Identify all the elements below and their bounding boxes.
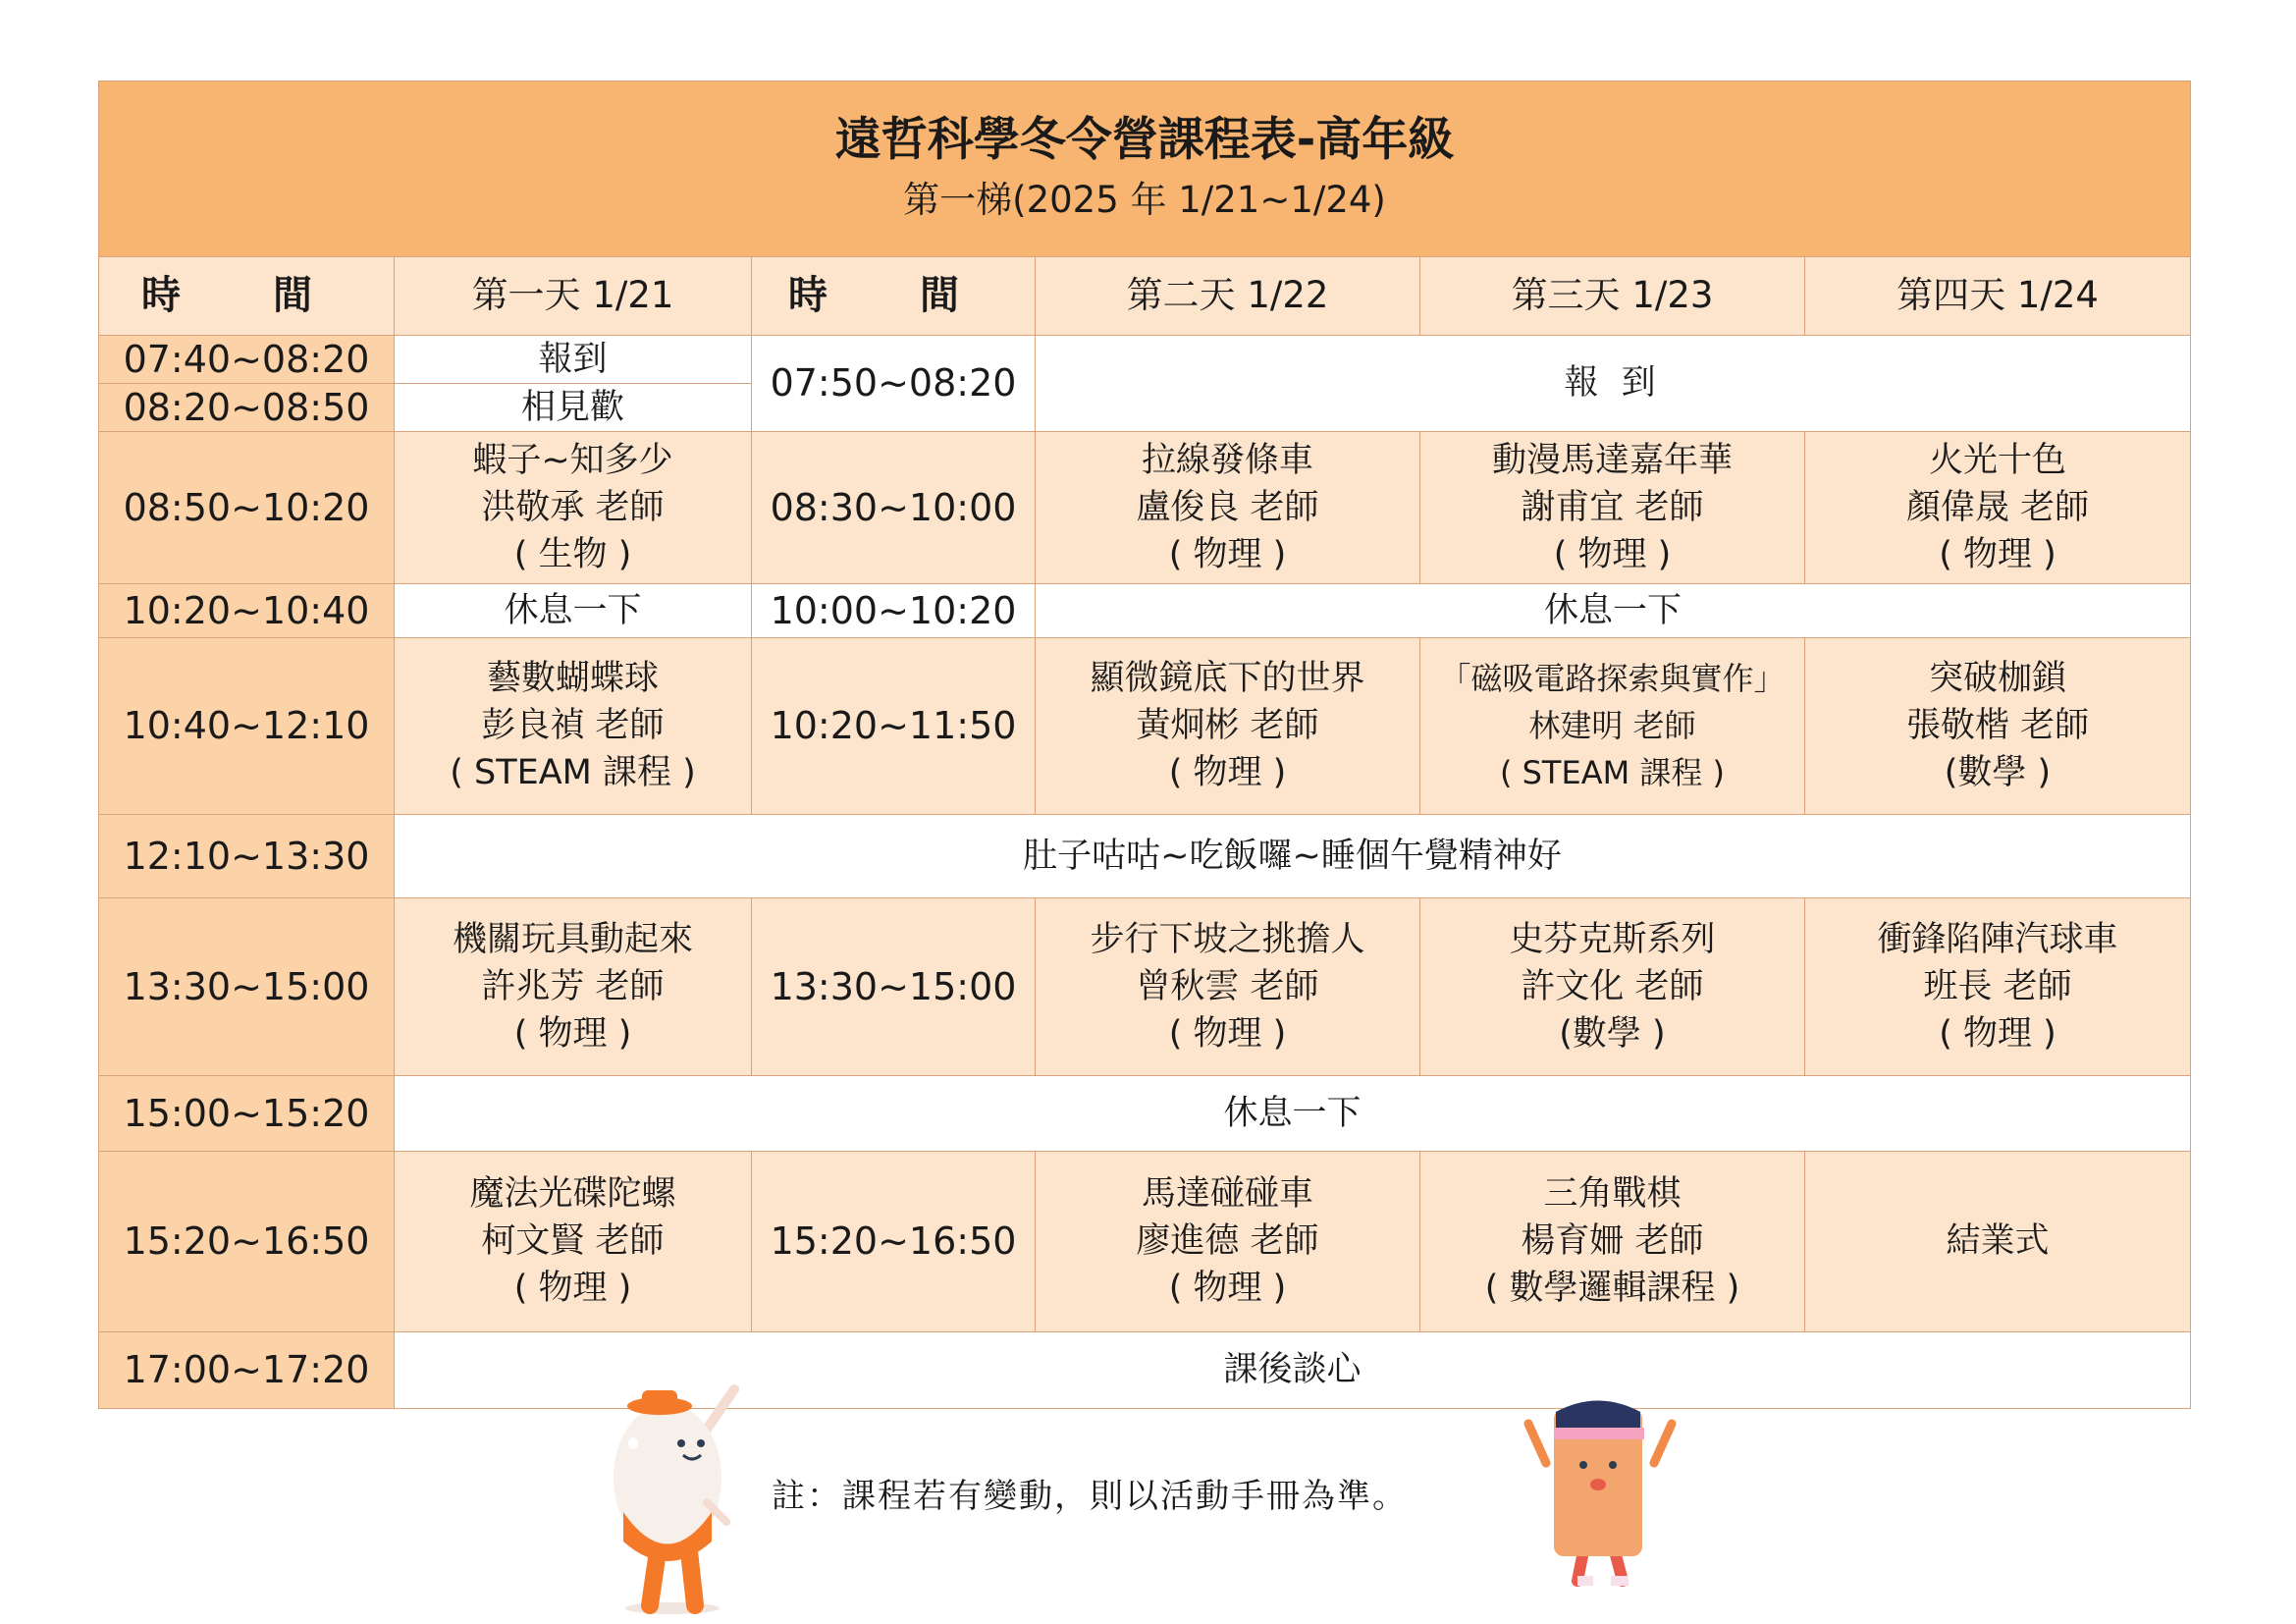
course-title: 顯微鏡底下的世界 xyxy=(1090,659,1365,699)
page-title: 遠哲科學冬令營課程表-高年級 xyxy=(834,112,1455,167)
course-teacher: 楊育姍 老師 xyxy=(1521,1221,1704,1262)
course-title: 史芬克斯系列 xyxy=(1509,920,1716,960)
page-subtitle: 第一梯(2025 年 1/21~1/24) xyxy=(903,178,1386,221)
course-title: 「磁吸電路探索與實作」 xyxy=(1439,660,1786,698)
evening-merged: 課後談心 xyxy=(395,1331,2191,1408)
course-cell-day2 xyxy=(1036,898,1420,1076)
course-teacher: 班長 老師 xyxy=(1923,967,2072,1007)
course-cell-day1 xyxy=(395,432,752,584)
course-title: 突破枷鎖 xyxy=(1929,659,2067,699)
lunch-merged: 肚子咕咕~吃飯囉~睡個午覺精神好 xyxy=(395,815,2191,898)
col-header-day3: 第三天 1/23 xyxy=(1420,256,1805,335)
course-teacher: 許兆芳 老師 xyxy=(481,967,665,1007)
course-title: 魔法光碟陀螺 xyxy=(469,1174,676,1215)
course-title: 三角戰棋 xyxy=(1543,1174,1682,1215)
time-cell: 10:20~10:40 xyxy=(99,584,395,637)
course-teacher: 曾秋雲 老師 xyxy=(1136,967,1319,1007)
course-subject: ( 物理 ) xyxy=(1553,535,1672,575)
closing-ceremony: 結業式 xyxy=(1805,1152,2191,1332)
col-header-day2: 第二天 1/22 xyxy=(1036,256,1420,335)
time-b-cell: 10:20~11:50 xyxy=(752,637,1036,815)
break-merged: 休息一下 xyxy=(395,1075,2191,1151)
course-subject: ( 生物 ) xyxy=(513,535,632,575)
course-cell-day1 xyxy=(395,898,752,1076)
time-cell: 10:40~12:10 xyxy=(99,637,395,815)
course-cell-day3 xyxy=(1420,432,1805,584)
time-b-cell: 08:30~10:00 xyxy=(752,432,1036,584)
time-cell: 07:40~08:20 xyxy=(99,335,395,383)
time-cell: 12:10~13:30 xyxy=(99,815,395,898)
course-subject: ( 物理 ) xyxy=(1939,1014,2056,1055)
course-teacher: 柯文賢 老師 xyxy=(481,1221,665,1262)
course-subject: ( 物理 ) xyxy=(1168,1014,1287,1055)
time-cell: 08:50~10:20 xyxy=(99,432,395,584)
time-cell: 08:20~08:50 xyxy=(99,383,395,431)
course-subject: ( 物理 ) xyxy=(513,1269,632,1309)
time-b-cell: 10:00~10:20 xyxy=(752,584,1036,637)
course-subject: ( 數學邏輯課程 ) xyxy=(1484,1269,1740,1309)
course-cell-day2 xyxy=(1036,637,1420,815)
course-subject: ( 物理 ) xyxy=(1939,535,2056,575)
course-cell-day4 xyxy=(1805,432,2191,584)
time-cell: 15:20~16:50 xyxy=(99,1152,395,1332)
course-title: 火光十色 xyxy=(1929,441,2067,481)
course-teacher: 盧俊良 老師 xyxy=(1136,488,1319,528)
col-header-day4: 第四天 1/24 xyxy=(1805,256,2191,335)
footnote: 註：課程若有變動，則以活動手冊為準。 xyxy=(772,1477,1408,1516)
course-cell-day3 xyxy=(1420,898,1805,1076)
time-cell: 13:30~15:00 xyxy=(99,898,395,1076)
day1-welcome: 相見歡 xyxy=(395,383,752,431)
course-title: 步行下坡之挑擔人 xyxy=(1090,920,1365,960)
checkin-merged: 報 到 xyxy=(1036,335,2191,431)
course-title: 拉線發條車 xyxy=(1141,441,1313,481)
course-cell-day4 xyxy=(1805,637,2191,815)
course-subject: ( 物理 ) xyxy=(513,1014,632,1055)
course-cell-day3 xyxy=(1420,637,1805,815)
course-title: 動漫馬達嘉年華 xyxy=(1491,441,1733,481)
col-header-time-a: 時 間 xyxy=(99,256,395,335)
time-cell: 15:00~15:20 xyxy=(99,1075,395,1151)
course-subject: (數學 ) xyxy=(1944,753,2052,793)
day1-checkin: 報到 xyxy=(395,335,752,383)
col-header-day1: 第一天 1/21 xyxy=(395,256,752,335)
course-subject: ( 物理 ) xyxy=(1168,1269,1287,1309)
course-cell-day1 xyxy=(395,1152,752,1332)
col-header-time-b: 時 間 xyxy=(752,256,1036,335)
course-subject: ( 物理 ) xyxy=(1168,753,1287,793)
header-cell xyxy=(99,81,2191,257)
egg-mascot-illustration xyxy=(599,1384,746,1615)
course-cell-day2 xyxy=(1036,432,1420,584)
course-subject: ( STEAM 課程 ) xyxy=(1499,754,1726,792)
course-cell-day4 xyxy=(1805,898,2191,1076)
time-cell: 17:00~17:20 xyxy=(99,1331,395,1408)
course-title: 藝數蝴蝶球 xyxy=(486,659,659,699)
course-subject: ( 物理 ) xyxy=(1168,535,1287,575)
time-b-cell: 15:20~16:50 xyxy=(752,1152,1036,1332)
course-teacher: 洪敬承 老師 xyxy=(481,488,665,528)
course-teacher: 黃炯彬 老師 xyxy=(1136,706,1319,746)
course-teacher: 許文化 老師 xyxy=(1521,967,1704,1007)
course-teacher: 張敬楷 老師 xyxy=(1905,706,2090,746)
course-subject: ( STEAM 課程 ) xyxy=(450,753,696,793)
course-teacher: 林建明 老師 xyxy=(1528,707,1696,745)
course-title: 蝦子~知多少 xyxy=(472,441,673,481)
course-teacher: 彭良禎 老師 xyxy=(481,706,665,746)
break-merged: 休息一下 xyxy=(1036,584,2191,637)
course-title: 衝鋒陷陣汽球車 xyxy=(1877,920,2118,960)
course-subject: (數學 ) xyxy=(1559,1014,1666,1055)
schedule-table xyxy=(98,81,2191,1409)
course-teacher: 謝甫宜 老師 xyxy=(1521,488,1704,528)
course-cell-day3 xyxy=(1420,1152,1805,1332)
course-cell-day2 xyxy=(1036,1152,1420,1332)
course-title: 機關玩具動起來 xyxy=(452,920,693,960)
box-mascot-illustration xyxy=(1517,1394,1683,1591)
course-cell-day1 xyxy=(395,637,752,815)
time-b-cell: 07:50~08:20 xyxy=(752,335,1036,431)
time-b-cell: 13:30~15:00 xyxy=(752,898,1036,1076)
course-teacher: 顏偉晟 老師 xyxy=(1905,488,2090,528)
day1-break: 休息一下 xyxy=(395,584,752,637)
course-teacher: 廖進德 老師 xyxy=(1136,1221,1319,1262)
course-title: 馬達碰碰車 xyxy=(1141,1174,1313,1215)
